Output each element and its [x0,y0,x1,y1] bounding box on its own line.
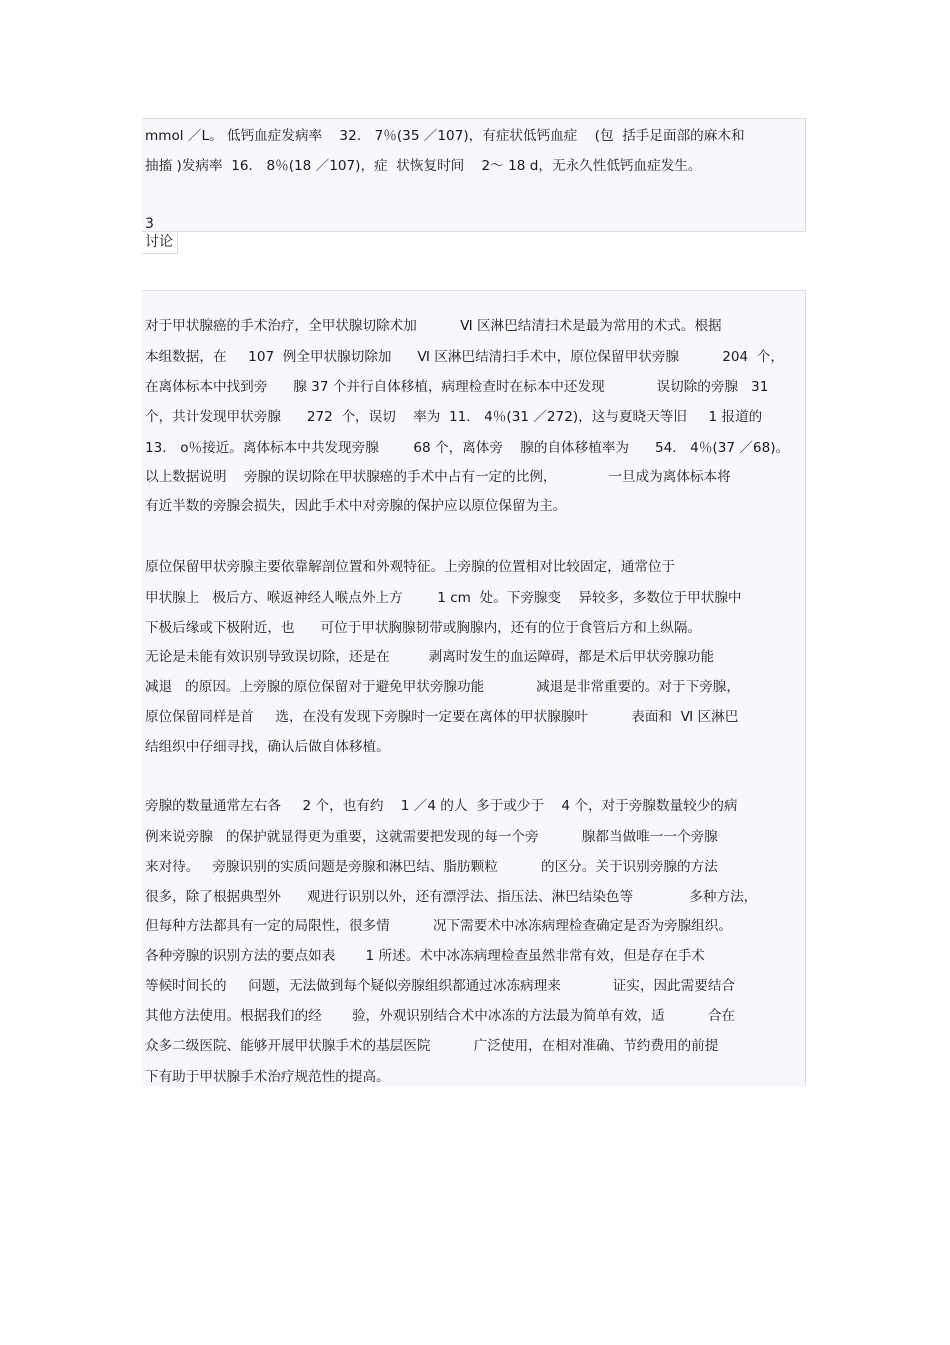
p2-line-6: 原位保留同样是首 选，在没有发现下旁腺时一定要在离体的甲状腺腺叶 表面和 Ⅵ 区淋巴 [145,709,739,725]
p1-line-7: 有近半数的旁腺会损失，因此手术中对旁腺的保护应以原位保留为主。 [145,498,567,514]
p2-line-2: 甲状腺上 极后方、喉返神经人喉点外上方 1 cm 处。下旁腺变 异较多，多数位于甲状腺中 [145,590,742,606]
p3-line-4: 很多，除了根据典型外 观进行识别以外，还有漂浮法、指压法、淋巴结染色等 多种方法， [145,889,758,905]
p3-line-10: 下有助于甲状腺手术治疗规范性的提高。 [145,1069,390,1085]
p3-line-8: 其他方法使用。根据我们的经 验，外观识别结合术中冰冻的方法最为简单有效，适 合在 [145,1008,736,1024]
p3-line-5: 但每种方法都具有一定的局限性，很多情 况下需要术中冰冻病理检查确定是否为旁腺组织。 [145,918,732,934]
p1-line-2: 本组数据，在 107 例全甲状腺切除加 Ⅵ 区淋巴结清扫手术中，原位保留甲状旁腺 204 个， [145,349,784,365]
p1-line-3: 在离体标本中找到旁 腺 37 个并行自体移植，病理检查时在标本中还发现 误切除的旁腺 31 [145,379,769,395]
p1-line-6: 以上数据说明 旁腺的误切除在甲状腺癌的手术中占有一定的比例， 一旦成为离体标本将 [145,469,731,485]
p3-line-7: 等候时间长的 问题，无法做到每个疑似旁腺组织都通过冰冻病理来 证实，因此需要结合 [145,978,736,994]
section-number: 3 [145,216,154,232]
p1-line-5: 13． o％接近。离体标本中共发现旁腺 68 个，离体旁 腺的自体移植率为 54． 4％(37 ／68)。 [145,440,790,456]
p2-line-5: 减退 的原因。上旁腺的原位保留对于避免甲状旁腺功能 减退是非常重要的。对于下旁腺， [145,679,740,695]
p2-line-7: 结组织中仔细寻找，确认后做自体移植。 [145,739,390,755]
p3-line-2: 例来说旁腺 的保护就显得更为重要，这就需要把发现的每一个旁 腺都当做唯一一个旁腺 [145,829,718,845]
intro-line-1: mmol ／L。 低钙血症发病率 32． 7％(35 ／107)，有症状低钙血症 (包 括手足面部的麻木和 [145,128,745,144]
p2-line-1: 原位保留甲状旁腺主要依靠解剖位置和外观特征。上旁腺的位置相对比较固定，通常位于 [145,559,676,575]
p3-line-3: 来对待。 旁腺识别的实质问题是旁腺和淋巴结、脂肪颗粒 的区分。关于识别旁腺的方法 [145,859,718,875]
p1-line-1: 对于甲状腺癌的手术治疗，全甲状腺切除术加 Ⅵ 区淋巴结清扫术是最为常用的术式。根据 [145,318,722,334]
p2-line-3: 下极后缘或下极附近，也 可位于甲状胸腺韧带或胸腺内，还有的位于食管后方和上纵隔。 [145,620,702,636]
section-title: 讨论 [145,234,173,250]
p3-line-6: 各种旁腺的识别方法的要点如表 1 所述。术中冰冻病理检查虽然非常有效，但是存在手术 [145,948,705,964]
p1-line-4: 个，共计发现甲状旁腺 272 个，误切 率为 11． 4％(31 ／272)，这与夏晓天等旧 1 报道的 [145,409,763,425]
p3-line-1: 旁腺的数量通常左右各 2 个，也有约 1 ／4 的人 多于或少于 4 个，对于旁腺数量较少的病 [145,798,738,814]
p3-line-9: 众多二级医院、能够开展甲状腺手术的基层医院 广泛使用，在相对准确、节约费用的前提 [145,1038,719,1054]
intro-line-2: 抽搐 )发病率 16． 8％(18 ／107)，症 状恢复时间 2～ 18 d，无永久性低钙血症发生。 [145,158,702,174]
p2-line-4: 无论是未能有效识别导致误切除，还是在 剥离时发生的血运障碍，都是术后甲状旁腺功能 [145,649,715,665]
